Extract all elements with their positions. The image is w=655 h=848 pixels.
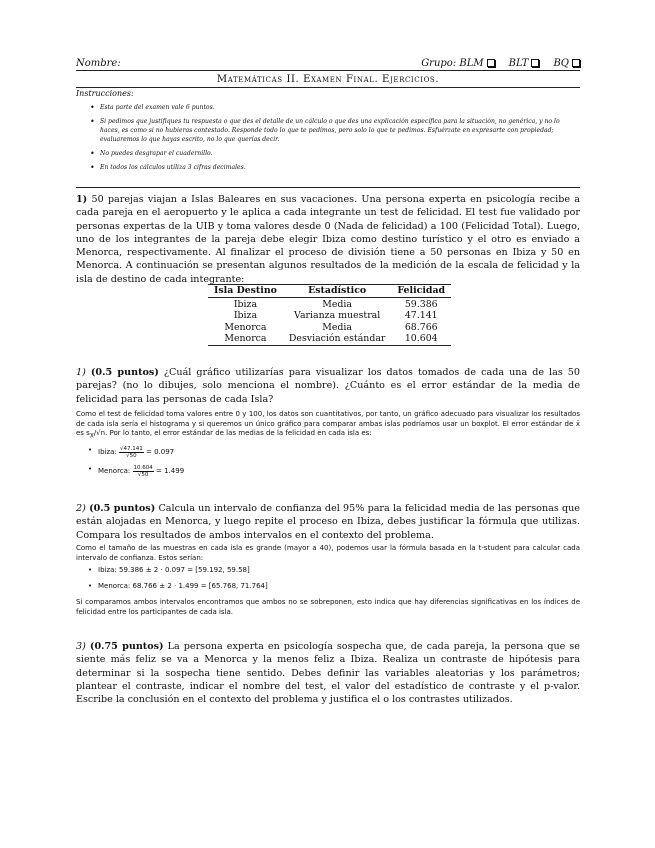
q1-item-label: Ibiza:	[98, 447, 117, 456]
q2-answer	[76, 544, 580, 617]
table-cell: 47.141	[404, 310, 438, 321]
statistics-table	[208, 284, 451, 346]
table-cell: Menorca	[208, 333, 283, 345]
header-rule-top	[76, 70, 580, 71]
table-header: Isla Destino	[208, 285, 283, 298]
q1-se-sub: X	[89, 433, 94, 440]
instructions-rule	[76, 187, 580, 188]
table-header: Estadístico	[283, 285, 392, 298]
fraction	[133, 465, 154, 478]
list-item: • En todos los cálculos utiliza 3 cifras decimales.	[100, 163, 580, 172]
q3-points: (0.75 puntos)	[89, 641, 164, 652]
table-cell: Menorca	[224, 321, 267, 333]
list-item	[98, 465, 580, 478]
instructions-heading: Instrucciones:	[76, 89, 134, 98]
q1-answer-tail: . Por lo tanto, el error estándar de las medias de la felicidad en cada isla es:	[105, 429, 372, 438]
q2-points: (0.5 puntos)	[89, 503, 156, 514]
group-label-wrap	[421, 58, 494, 69]
table-cell: Media	[322, 321, 353, 333]
list-item: • Esta parte del examen vale 6 puntos.	[100, 103, 580, 112]
table-row	[208, 333, 451, 345]
q1-item-result: = 1.499	[156, 466, 185, 475]
exam-title: Matemáticas II. Examen Final. Ejercicios.	[216, 74, 440, 85]
q2-answer-text: Como el tamaño de las muestras en cada isla es grande (mayor a 40), podemos usar la fórmula basada en la t-student para calcular cada intervalo de confianza. Estos serían:	[76, 544, 580, 562]
checkbox-icon[interactable]	[487, 59, 495, 67]
table-row	[208, 297, 451, 310]
group-option-blm: BLM	[459, 58, 484, 69]
question-2	[76, 502, 580, 542]
q1-answer-body: Como el test de felicidad toma valores entre 0 y 100, los datos son cuantitativos, por tanto, un gráfico adecuado para visualizar los resultados de cada isla sería el histograma y si queremos un único gráfico para comparar ambas islas podríamos usar un boxplot. El error estándar de x̄ es s	[76, 410, 580, 438]
fraction-num: √47.141	[120, 445, 143, 452]
list-item: • No puedes desgrapar el cuadernillo.	[100, 149, 580, 158]
group-selector	[421, 58, 580, 69]
instructions-list	[76, 103, 580, 172]
problem-number: 1)	[76, 194, 88, 205]
instructions-block	[76, 89, 580, 177]
group-option-bq-wrap	[553, 58, 580, 69]
table-row	[208, 322, 451, 334]
header-row	[76, 58, 580, 69]
fraction-den: √50	[126, 452, 137, 459]
table-cell: Ibiza	[233, 298, 258, 310]
q2-results	[76, 566, 580, 591]
q1-answer	[76, 410, 580, 484]
fraction-num: 10.604	[133, 464, 153, 471]
table-row	[208, 310, 451, 322]
q3-number: 3)	[76, 641, 86, 652]
q2-text: Calcula un intervalo de confianza del 95% para la felicidad media de las personas que están alojadas en Menorca, y luego repite el proceso en Ibiza, debes justificar la fórmula que utilizas. Compara los resultados de ambos intervalos en el contexto del problema.	[76, 503, 580, 541]
table-cell: Ibiza	[233, 310, 258, 321]
problem-text: 50 parejas viajan a Islas Baleares en sus vacaciones. Una persona experta en psicología recibe a cada pareja en el aeropuerto y le aplica a cada integrante un test de felicidad. El test fue validado por personas expertas de la UIB y toma valores desde 0 (Nada de felicidad) a 100 (Felicidad Total). Luego, uno de los integrantes de la pareja debe elegir Ibiza como destino turístico y el otro es enviado a Menorca, respectivamente. Al finalizar el proceso de división tiene a 50 personas en Ibiza y 50 en Menorca. A continuación se presentan algunos resultados de la medición de la escala de felicidad y la isla de destino de cada integrante:	[76, 194, 580, 285]
checkbox-icon[interactable]	[531, 59, 539, 67]
fraction-den: √50	[137, 471, 149, 478]
table-header: Felicidad	[391, 285, 451, 298]
table-cell: 59.386	[404, 298, 438, 310]
list-item	[98, 446, 580, 459]
group-option-bq: BQ	[553, 58, 569, 69]
checkbox-icon[interactable]	[572, 59, 580, 67]
group-option-blt: BLT	[508, 58, 529, 69]
q1-item-label: Menorca:	[98, 466, 131, 475]
q1-se-slash: /√n	[93, 429, 106, 438]
table-header-row	[208, 285, 451, 298]
q2-conclusion: Si comparamos ambos intervalos encontramos que ambos no se sobreponen, esto indica que hay diferencias significativas en los índices de felicidad entre los participantes de cada isla.	[76, 597, 580, 616]
group-label: Grupo:	[421, 58, 457, 69]
question-3	[76, 640, 580, 706]
table-cell: 68.766	[404, 321, 438, 333]
list-item: • Menorca: 68.766 ± 2 · 1.499 = [65.768, 71.764]	[98, 582, 580, 592]
table-cell: Varianza muestral	[294, 310, 381, 321]
problem-statement	[76, 193, 580, 286]
q1-results	[76, 446, 580, 478]
q1-text: ¿Cuál gráfico utilizarías para visualizar los datos tomados de cada una de las 50 parejas? (no lo dibujes, solo menciona el nombre). ¿Cuánto es el error estándar de la media de felicidad para las personas de cada Isla?	[76, 367, 580, 405]
table-cell: Desviación estándar	[283, 333, 392, 345]
q1-number: 1)	[76, 367, 86, 378]
q1-item-result: = 0.097	[146, 447, 175, 456]
group-option-blt-wrap	[509, 58, 540, 69]
q1-points: (0.5 puntos)	[90, 367, 159, 378]
table-cell: 10.604	[391, 333, 451, 345]
list-item: • Ibiza: 59.386 ± 2 · 0.097 = [59.192, 59.58]	[98, 566, 580, 576]
q1-answer-text	[76, 410, 580, 443]
q2-number: 2)	[76, 503, 86, 514]
table-cell: Media	[322, 298, 353, 310]
fraction	[119, 446, 144, 459]
list-item: • Si pedimos que justifiques tu respuesta o que des el detalle de un cálculo o que des una explicación específica para la situación, no genérica, y no lo haces, es como si no hubieras contestado. Responde todo lo que te pedimos, pero solo lo que te pedimos. Esfuérzate en expresarte con propiedad; evaluaremos lo que hayas escrito, no lo que querías decir.	[100, 117, 580, 144]
name-label: Nombre:	[76, 58, 121, 69]
header-rule-bottom	[76, 87, 580, 88]
q3-text: La persona experta en psicología sospecha que, de cada pareja, la persona que se siente más feliz se va a Menorca y la menos feliz a Ibiza. Realiza un contraste de hipótesis para determinar si la sospecha tiene sentido. Debes definir las variables aleatorias y los parámetros; plantear el contraste, indicar el nombre del test, el valor del estadístico de contraste y el p-valor. Escribe la conclusión en el contexto del problema y justifica el o los contrastes utilizados.	[76, 641, 580, 706]
question-1	[76, 366, 580, 406]
